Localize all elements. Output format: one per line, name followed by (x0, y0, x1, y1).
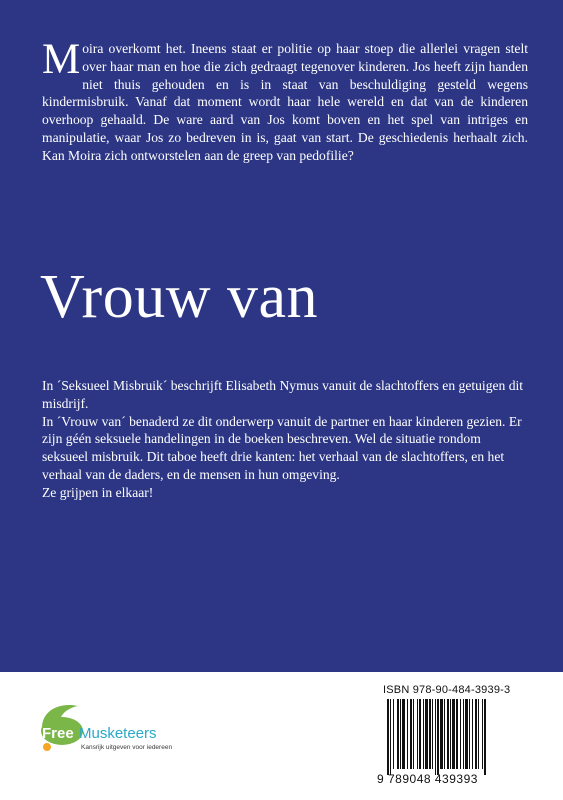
barcode-bar (435, 699, 436, 775)
barcode-bar (417, 699, 418, 769)
barcode-bar (450, 699, 451, 769)
blurb-text: oira overkomt het. Ineens staat er politie op haar stoep die allerlei vragen stelt over haar man en hoe die zich gedraagt tegenover kinderen. Jos heeft zijn handen niet thuis gehouden en is in staat van beschuldiging gesteld wegens kindermisbruik. Vanaf dat moment wordt haar hele wereld en dat van de kinderen overhoop gehaald. De ware aard van Jos komt boven en het spel van intriges en manipulatie, waar Jos zo bedreven in is, gaat van start. De geschiedenis herhaalt zich. Kan Moira zich ontworstelen aan de greep van pedofilie? (42, 41, 528, 163)
barcode-bars (375, 699, 535, 775)
barcode-bar (463, 699, 464, 769)
barcode-bar (407, 699, 408, 769)
barcode-bar (402, 699, 405, 769)
book-title: Vrouw van (40, 263, 318, 331)
barcode-bar (419, 699, 421, 769)
info-paragraph-1: In ´Seksueel Misbruik´ beschrijft Elisabeth Nymus vanuit de slachtoffers en getuigen dit misdrijf. (42, 378, 524, 411)
barcode-bar (429, 699, 431, 769)
logo-tagline: Kansrijk uitgeven voor iedereen (81, 744, 173, 751)
barcode-bar (413, 699, 414, 769)
barcode-bar (400, 699, 401, 769)
logo-musketeers-text: Musketeers (79, 725, 157, 742)
info-text (42, 377, 528, 502)
barcode-bar (452, 699, 455, 769)
barcode-bar (460, 699, 461, 769)
barcode-bar (397, 699, 399, 769)
barcode-bar (387, 699, 389, 775)
barcode-bar (478, 699, 479, 769)
blurb-paragraph (42, 36, 528, 165)
publisher-logo (38, 700, 238, 762)
ean-number: 9 789048 439393 (377, 772, 478, 786)
info-paragraph-3: Ze grijpen in elkaar! (42, 484, 154, 500)
isbn-label: ISBN 978-90-484-3939-3 (383, 684, 511, 696)
info-paragraph-2: In ´Vrouw van´ benaderd ze dit onderwerp vanuit de partner en haar kinderen gezien. Er zijn géén seksuele handelingen in de boeken beschreven. Wel de situatie rondom seksueel misbruik. Dit taboe heeft drie kanten: het verhaal van de slachtoffers, en het verhaal van de daders, en de mensen in hun omgeving. (42, 413, 522, 482)
barcode-bar (469, 699, 470, 769)
barcode-bar (425, 699, 428, 769)
barcode-bar (432, 699, 433, 769)
barcode-bar (393, 699, 394, 769)
drop-cap: M (42, 36, 81, 83)
barcode-bar (440, 699, 443, 769)
barcode-bar (410, 699, 412, 769)
barcode-bar (390, 699, 391, 775)
barcode-bar (465, 699, 468, 769)
barcode-bar (482, 699, 483, 769)
barcode-bar (456, 699, 458, 769)
barcode-bar (447, 699, 449, 769)
barcode-bar (444, 699, 445, 769)
barcode (375, 684, 535, 790)
barcode-bar (423, 699, 424, 769)
barcode-bar (475, 699, 477, 769)
barcode-bar (484, 699, 486, 775)
logo-free-text: Free (42, 725, 74, 742)
barcode-bar (437, 699, 439, 775)
barcode-bar (472, 699, 473, 769)
